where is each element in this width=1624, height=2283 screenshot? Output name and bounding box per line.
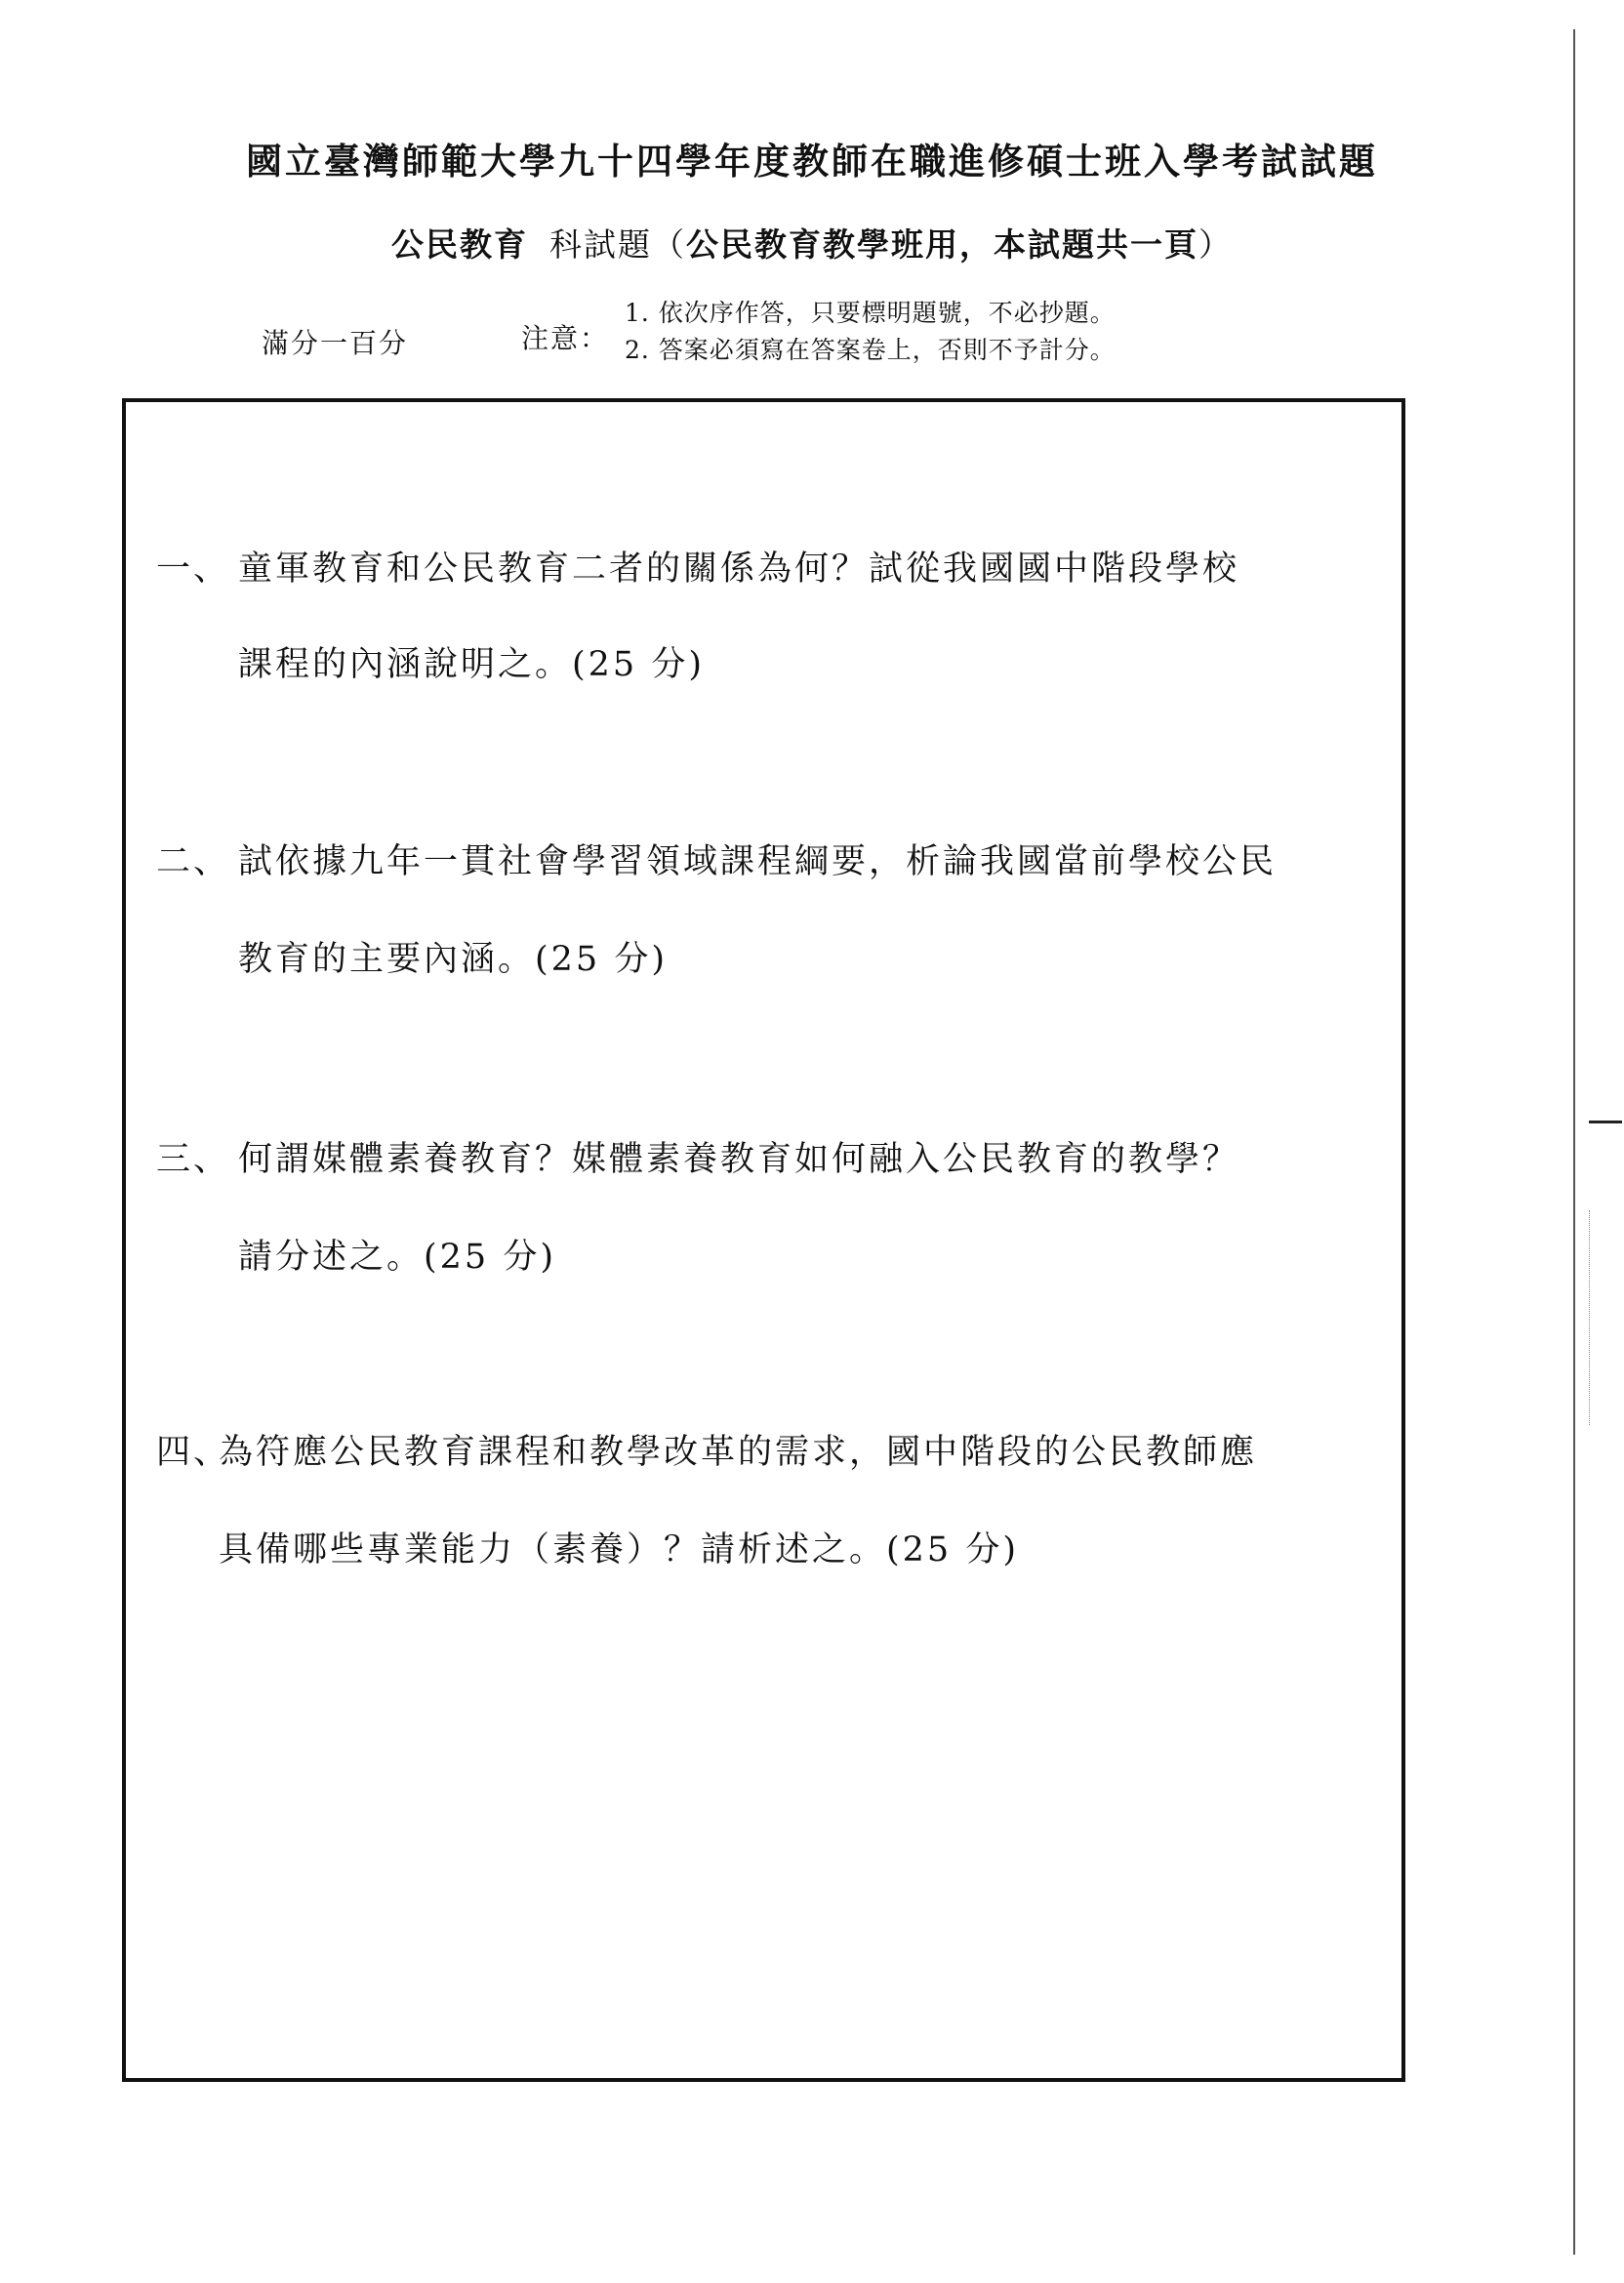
question-2 xyxy=(156,835,1278,979)
question-number: 四、 xyxy=(156,1433,231,1472)
question-number: 二、 xyxy=(156,842,231,881)
notice-item: 2. 答案必須寫在答案卷上，否則不予計分。 xyxy=(625,336,1116,364)
question-text-line1: 為符應公民教育課程和教學改革的需求，國中階段的公民教師應 xyxy=(219,1433,1258,1472)
subject-name: 公民教育 xyxy=(391,225,528,264)
scan-edge-mark xyxy=(1589,1121,1622,1123)
full-score: 滿分一百分 xyxy=(262,327,409,359)
class-info: 公民教育教學班用，本試題共一頁 xyxy=(686,225,1198,264)
notice-label: 注意： xyxy=(521,322,610,354)
notice-list xyxy=(625,295,1116,369)
scan-edge-line xyxy=(1573,29,1575,2255)
question-text-line2: 教育的主要內涵。(25 分) xyxy=(238,940,668,979)
question-number: 一、 xyxy=(156,550,231,589)
question-text-line1: 何謂媒體素養教育？媒體素養教育如何融入公民教育的教學？ xyxy=(238,1140,1240,1179)
question-3 xyxy=(156,1132,1240,1277)
exam-subtitle xyxy=(0,220,1624,265)
subject-suffix: 科試題（ xyxy=(549,225,686,264)
notice-item: 1. 依次序作答，只要標明題號，不必抄題。 xyxy=(625,299,1116,327)
exam-title: 國立臺灣師範大學九十四學年度教師在職進修碩士班入學考試試題 xyxy=(246,140,1378,183)
question-text-line2: 請分述之。(25 分) xyxy=(238,1238,556,1277)
question-number: 三、 xyxy=(156,1140,231,1179)
question-text-line2: 課程的內涵說明之。(25 分) xyxy=(238,645,705,684)
close-paren: ） xyxy=(1198,225,1233,264)
scan-edge-dots xyxy=(1589,1210,1591,1425)
question-1 xyxy=(156,542,1240,684)
question-4 xyxy=(156,1425,1258,1570)
question-text-line1: 試依據九年一貫社會學習領域課程綱要，析論我國當前學校公民 xyxy=(238,842,1278,881)
question-text-line1: 童軍教育和公民教育二者的關係為何？試從我國國中階段學校 xyxy=(238,550,1240,589)
question-text-line2: 具備哪些專業能力（素養）？請析述之。(25 分) xyxy=(219,1530,1019,1570)
